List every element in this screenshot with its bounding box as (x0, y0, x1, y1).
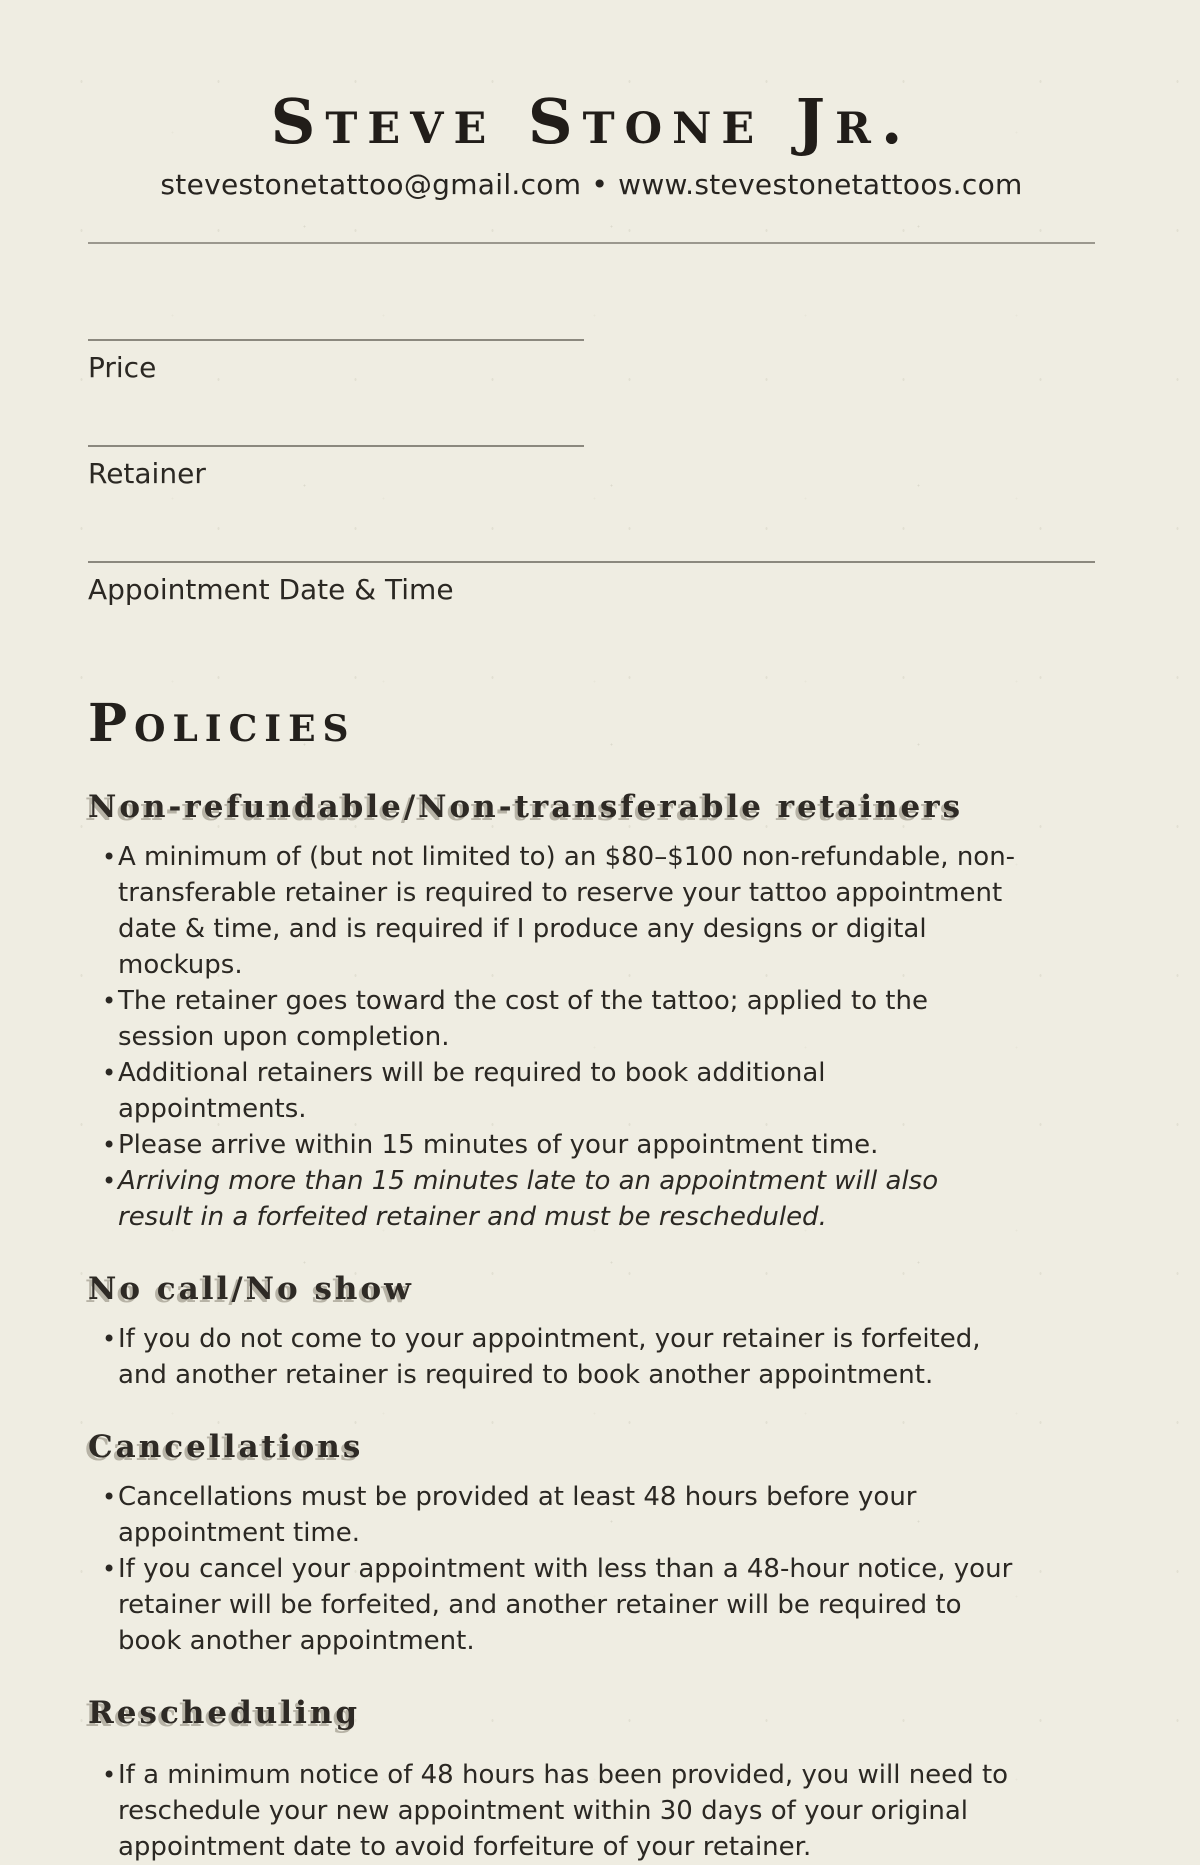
policy-bullet-item (88, 1163, 1095, 1235)
policy-section-heading: Non-refundable/Non-transferable retainers (88, 789, 964, 825)
website-text: www.stevestonetattoos.com (618, 168, 1023, 201)
form-field-label: Price (88, 351, 157, 384)
policy-bullet-item (88, 1551, 1095, 1659)
policy-section (88, 787, 1095, 1235)
form-field (88, 561, 1095, 607)
policy-bullet-list (88, 1757, 1095, 1865)
form-field-blank-line (88, 339, 584, 341)
policy-bullet-item (88, 983, 1095, 1055)
policy-bullet-item (88, 1055, 1095, 1127)
policy-sections-container (88, 787, 1095, 1865)
policy-bullet-text: A minimum of (but not limited to) an $80–$100 non-refundable, non-transferable retainer is required to reserve your tattoo appointment date & time, and is required if I produce any designs or digital mockups. (118, 842, 1016, 980)
bullet-dot-icon: • (102, 1325, 117, 1353)
document-header (88, 86, 1095, 244)
form-field-label: Retainer (88, 457, 206, 490)
policy-bullet-text: Additional retainers will be required to book additional appointments. (118, 1058, 826, 1124)
policy-bullet-item (88, 1127, 1095, 1163)
policy-section-heading: Cancellations (88, 1429, 364, 1465)
policy-bullet-item (88, 1321, 1095, 1393)
policy-bullet-text: Please arrive within 15 minutes of your appointment time. (118, 1130, 879, 1160)
bullet-dot-icon: • (102, 1483, 117, 1511)
bullet-dot-icon: • (102, 843, 117, 871)
policy-section-heading: Rescheduling (88, 1695, 361, 1731)
policy-section-heading: No call/No show (88, 1271, 414, 1307)
email-text: stevestonetattoo@gmail.com (160, 168, 582, 201)
policies-section (88, 695, 1095, 1865)
policy-bullet-list (88, 839, 1095, 1235)
bullet-dot-icon: • (102, 1761, 117, 1789)
policy-bullet-text: Arriving more than 15 minutes late to an appointment will also result in a forfeited retainer and must be rescheduled. (118, 1166, 939, 1232)
policy-bullet-text: If a minimum notice of 48 hours has been provided, you will need to reschedule your new appointment within 30 days of your original appointment date to avoid forfeiture of your retainer. (118, 1760, 1009, 1862)
form-field (88, 339, 1095, 385)
policy-bullet-list (88, 1479, 1095, 1659)
policies-title: Policies (88, 693, 356, 754)
form-field-blank-line (88, 561, 1095, 563)
policy-bullet-item (88, 839, 1095, 983)
bullet-dot-icon: • (102, 987, 117, 1015)
form-field-label: Appointment Date & Time (88, 573, 454, 606)
policy-bullet-text: The retainer goes toward the cost of the tattoo; applied to the session upon completion. (118, 986, 928, 1052)
artist-name-title: Steve Stone Jr. (270, 85, 913, 158)
policy-section (88, 1427, 1095, 1659)
bullet-dot-icon: • (102, 1059, 117, 1087)
booking-form (88, 339, 1095, 607)
contact-line (88, 168, 1095, 202)
policy-section (88, 1269, 1095, 1393)
bullet-dot-icon: • (102, 1167, 117, 1195)
header-divider (88, 242, 1095, 244)
dot-separator-icon: • (591, 168, 609, 201)
policy-bullet-text: Cancellations must be provided at least 48 hours before your appointment time. (118, 1482, 917, 1548)
bullet-dot-icon: • (102, 1555, 117, 1583)
policy-bullet-item (88, 1479, 1095, 1551)
form-field-blank-line (88, 445, 584, 447)
policy-bullet-text: If you cancel your appointment with less than a 48-hour notice, your retainer will be forfeited, and another retainer will be required to book another appointment. (118, 1554, 1013, 1656)
policy-bullet-item (88, 1757, 1095, 1865)
form-field (88, 445, 1095, 491)
policy-bullet-text: If you do not come to your appointment, your retainer is forfeited, and another retainer is required to book another appointment. (118, 1324, 981, 1390)
bullet-dot-icon: • (102, 1131, 117, 1159)
policy-bullet-list (88, 1321, 1095, 1393)
policy-section (88, 1693, 1095, 1865)
